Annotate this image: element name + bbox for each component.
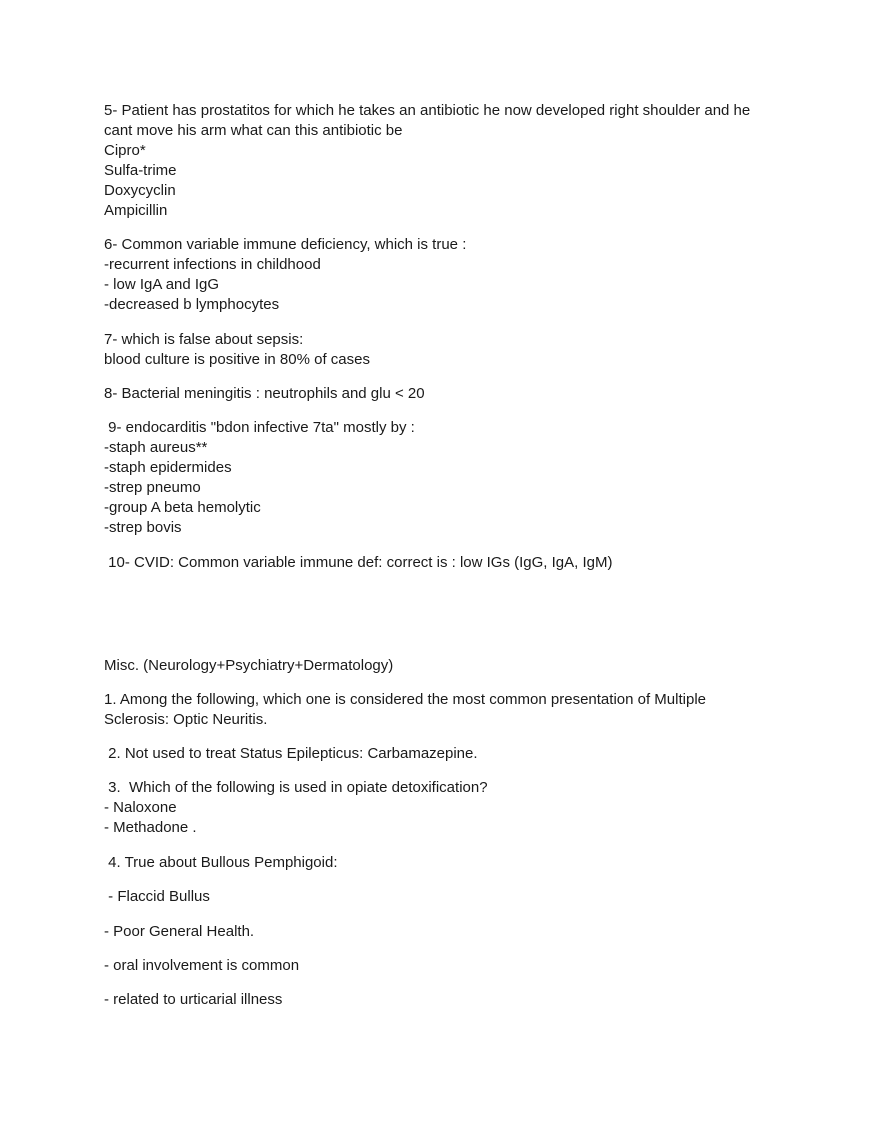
answer-option: Cipro* [104, 142, 146, 159]
text-line: 10- CVID: Common variable immune def: correct is : low IGs (IgG, IgA, IgM) [104, 554, 613, 571]
answer-option: Sulfa-trime [104, 162, 177, 179]
answer-option: -group A beta hemolytic [104, 499, 261, 516]
answer-option: -decreased b lymphocytes [104, 296, 280, 313]
misc-question-3 [104, 778, 784, 838]
text-line: 6- Common variable immune deficiency, which is true : [104, 236, 467, 253]
text-line: 3. Which of the following is used in opiate detoxification? [104, 779, 488, 796]
answer-option: - Poor General Health. [104, 923, 255, 940]
text-line: 1. Among the following, which one is considered the most common presentation of Multiple [104, 691, 706, 708]
question-9 [104, 418, 784, 538]
text-line: cant move his arm what can this antibiotic be [104, 122, 403, 139]
answer-option: - oral involvement is common [104, 957, 300, 974]
question-7 [104, 330, 784, 370]
misc-question-2 [104, 744, 784, 764]
text-line: 2. Not used to treat Status Epilepticus: Carbamazepine. [104, 745, 478, 762]
misc-question-4 [104, 853, 784, 873]
text-line: 8- Bacterial meningitis : neutrophils and glu < 20 [104, 385, 425, 402]
answer-option: -recurrent infections in childhood [104, 256, 321, 273]
text-line: Sclerosis: Optic Neuritis. [104, 711, 268, 728]
question-10 [104, 553, 784, 573]
answer-option: blood culture is positive in 80% of cases [104, 351, 370, 368]
answer-option-block [104, 922, 784, 942]
text-line: 7- which is false about sepsis: [104, 331, 304, 348]
question-5 [104, 101, 784, 221]
text-line: 9- endocarditis "bdon infective 7ta" mostly by : [104, 419, 415, 436]
question-8 [104, 384, 784, 404]
answer-option: - Methadone . [104, 819, 197, 836]
text-line: 5- Patient has prostatitos for which he takes an antibiotic he now developed right shoulder and he [104, 102, 751, 119]
answer-option: - related to urticarial illness [104, 991, 283, 1008]
answer-option: Doxycyclin [104, 182, 176, 199]
answer-option: -staph aureus** [104, 439, 208, 456]
answer-option: -staph epidermides [104, 459, 232, 476]
answer-option-block [104, 956, 784, 976]
section-title: Misc. (Neurology+Psychiatry+Dermatology) [104, 657, 394, 674]
answer-option: - low IgA and IgG [104, 276, 220, 293]
text-line: 4. True about Bullous Pemphigoid: [104, 854, 338, 871]
section-heading [104, 656, 784, 676]
question-6 [104, 235, 784, 315]
answer-option: Ampicillin [104, 202, 168, 219]
answer-option-block [104, 887, 784, 907]
answer-option: - Flaccid Bullus [104, 888, 210, 905]
answer-option: -strep bovis [104, 519, 182, 536]
answer-option: -strep pneumo [104, 479, 201, 496]
answer-option-block [104, 990, 784, 1010]
misc-question-1 [104, 690, 784, 730]
answer-option: - Naloxone [104, 799, 177, 816]
